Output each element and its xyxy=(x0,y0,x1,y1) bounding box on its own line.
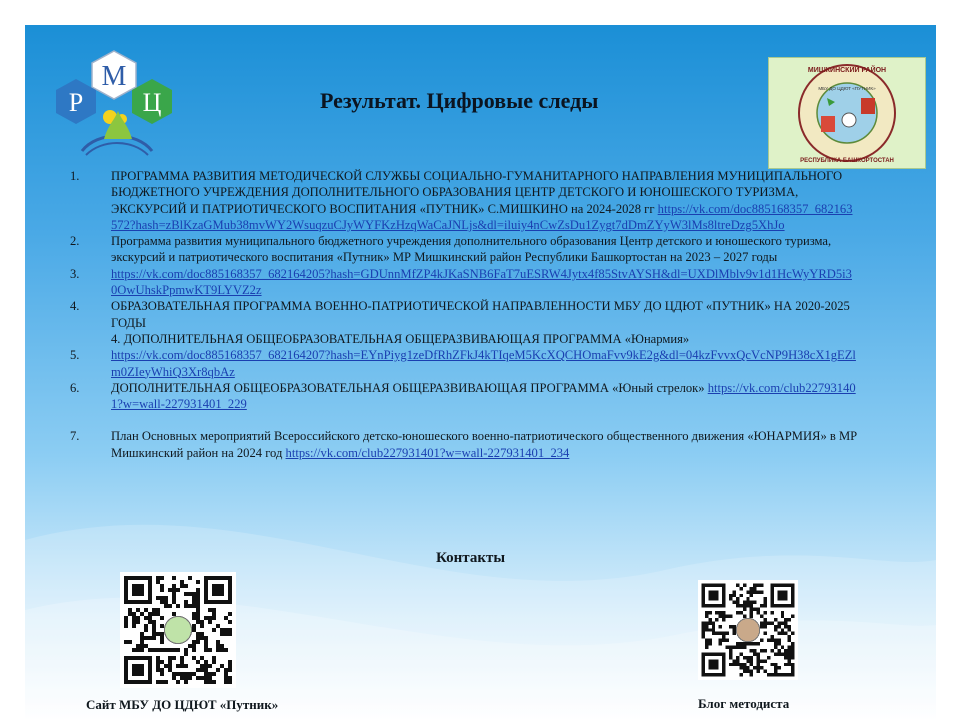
blog-caption: Блог методиста xyxy=(698,696,790,711)
item-link[interactable]: https://vk.com/club227931401?w=wall-227931401_229 xyxy=(111,380,856,412)
item-number: 4. xyxy=(70,299,80,314)
item-number: 2. xyxy=(70,234,80,249)
item-number: 1. xyxy=(70,169,80,183)
blog-qr-code[interactable] xyxy=(698,580,798,680)
emblem-top-text: МИШКИНСКИЙ РАЙОН xyxy=(807,67,887,74)
item-link[interactable]: https://vk.com/doc885168357_682164205?hash=GDUnnMfZP4kJKaSNB6FaT7uESRW4Jytx4f85StvAYSH&dl=UXDlMblv9v1d1HcWyYRD5i30OwUhskPpmwKT9LYVZ2z xyxy=(111,266,852,298)
contacts-heading: Контакты xyxy=(436,550,506,566)
list-item-1 xyxy=(68,168,858,233)
list-spacer xyxy=(68,412,858,428)
logo-letter-m: М xyxy=(101,61,127,92)
programs-list xyxy=(68,168,858,461)
emblem-center-text: МБУ ДО ЦДЮТ «ПУТНИК» xyxy=(818,86,876,91)
site-caption: Сайт МБУ ДО ЦДЮТ «Путник» xyxy=(86,697,279,712)
site-qr-code[interactable] xyxy=(120,572,236,688)
item-text: ДОПОЛНИТЕЛЬНАЯ ОБЩЕОБРАЗОВАТЕЛЬНАЯ ОБЩЕРАЗВИВАЮЩАЯ ПРОГРАММА «Юный стрелок» xyxy=(111,380,708,395)
emblem-bottom-text: РЕСПУБЛИКА БАШКОРТОСТАН xyxy=(800,158,894,164)
item-link[interactable]: https://vk.com/club227931401?w=wall-227931401_234 xyxy=(285,445,570,460)
item-text: План Основных мероприятий Всероссийского детско-юношеского военно-патриотического общественного движения «ЮНАРМИЯ» в МР Мишкинский район на 2024 год xyxy=(111,429,858,460)
item-text: Программа развития муниципального бюджетного учреждения дополнительного образования Центр детского и юношеского туризма, экскурсий и патриотического воспитания «Путник» МР Мишкинский район Республики Башкортостан на 2023 – 2027 годы xyxy=(111,234,832,265)
item-text: ПРОГРАММА РАЗВИТИЯ МЕТОДИЧЕСКОЙ СЛУЖБЫ СОЦИАЛЬНО-ГУМАНИТАРНОГО НАПРАВЛЕНИЯ МУНИЦИПАЛЬНОГО БЮДЖЕТНОГО УЧРЕЖДЕНИЯ ДОПОЛНИТЕЛЬНОГО ОБРАЗОВАНИЯ ЦЕНТР ДЕТСКОГО И ЮНОШЕСКОГО ТУРИЗМА, ЭКСКУРСИЙ И ПАТРИОТИЧЕСКОГО ВОСПИТАНИЯ «ПУТНИК» С.МИШКИНО на 2024-2028 гг xyxy=(111,169,843,216)
list-item-6 xyxy=(68,380,858,413)
list-item-2 xyxy=(68,233,858,266)
item-text: ОБРАЗОВАТЕЛЬНАЯ ПРОГРАММА ВОЕННО-ПАТРИОТИЧЕСКОЙ НАПРАВЛЕННОСТИ МБУ ДО ЦДЮТ «ПУТНИК» НА 2020-2025 ГОДЫ xyxy=(111,299,850,330)
list-item-5 xyxy=(68,347,858,380)
item-extra-text: 4. ДОПОЛНИТЕЛЬНАЯ ОБЩЕОБРАЗОВАТЕЛЬНАЯ ОБЩЕРАЗВИВАЮЩАЯ ПРОГРАММА «Юнармия» xyxy=(111,331,690,346)
rmc-logo xyxy=(52,47,182,159)
logo-letter-ts: Ц xyxy=(142,88,162,117)
district-emblem xyxy=(768,57,926,169)
page-title: Результат. Цифровые следы xyxy=(320,88,599,113)
item-link[interactable]: https://vk.com/doc885168357_682163572?hash=zBlKzaGMub38mvWY2WsuqzuCJyWYFKzHzqWaCaJNLjs&dl=iluiy4nCwZsDu1Zygt7dDmZYyW3lMs8ltreDzg5XhJo xyxy=(111,201,853,232)
logo-letter-r: Р xyxy=(68,88,84,117)
item-number: 5. xyxy=(70,348,80,363)
item-number: 7. xyxy=(70,429,80,444)
list-item-7 xyxy=(68,428,858,461)
item-number: 3. xyxy=(70,266,80,281)
list-item-4 xyxy=(68,298,858,347)
item-number: 6. xyxy=(70,380,80,395)
list-item-3 xyxy=(68,266,858,299)
item-link[interactable]: https://vk.com/doc885168357_682164207?hash=EYnPiyg1zeDfRhZFkJ4kTIqeM5KcXQCHOmaFvv9kE2g&dl=04kzFvvxQcVcNP9H38cX1gEZlm0ZIeyWhiQ3Xr8qbAz xyxy=(111,348,856,379)
